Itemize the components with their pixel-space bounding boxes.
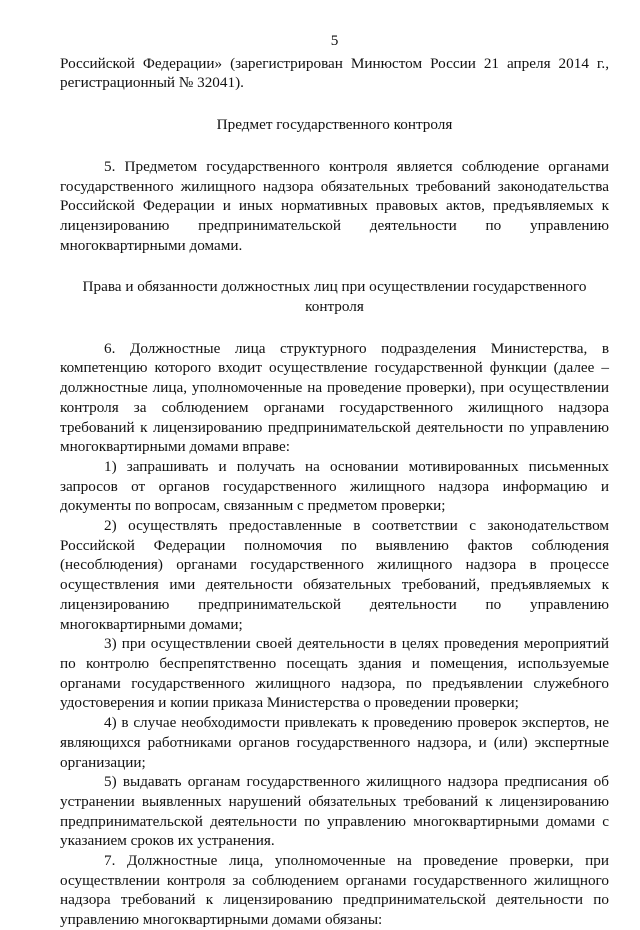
list-item-3: 3) при осуществлении своей деятельности в целях проведения мероприятий по контролю беспрепятственно посещать здания и помещения, используемые органами государственного жилищного надзора, по предъявлении служебного удостоверения и копии приказа Министерства о проведении проверки; bbox=[60, 635, 609, 712]
page-number: 5 bbox=[330, 32, 339, 49]
list-item-4: 4) в случае необходимости привлекать к проведению проверок экспертов, не являющихся работниками органов государственного надзора, и (или) экспертные организации; bbox=[60, 714, 609, 771]
section-heading-subject: Предмет государственного контроля bbox=[216, 116, 453, 134]
document-page bbox=[60, 31, 609, 930]
section-heading-rights: Права и обязанности должностных лиц при осуществлении государственного контроля bbox=[82, 278, 587, 316]
list-item-1: 1) запрашивать и получать на основании мотивированных письменных запросов от органов государственного жилищного надзора информацию и документы по вопросам, связанным с предметом проверки; bbox=[60, 457, 609, 515]
paragraph-5: 5. Предметом государственного контроля является соблюдение органами государственного жилищного надзора обязательных требований законодательства Российской Федерации и иных нормативных правовых актов, предъявляемых к лицензированию предпринимательской деятельности по управлению многоквартирными домами. bbox=[60, 157, 609, 254]
paragraph-7: 7. Должностные лица, уполномоченные на проведение проверки, при осуществлении контроля за соблюдением органами государственного жилищного надзора требований к лицензированию предпринимательской деятельности по управлению многоквартирными домами обязаны: bbox=[60, 852, 609, 929]
paragraph-6: 6. Должностные лица структурного подразделения Министерства, в компетенцию которого входит осуществление государственной функции (далее – должностные лица, уполномоченные на проведение проверки), при осуществлении контроля за соблюдением органами государственного жилищного надзора требований к лицензированию предпринимательской деятельности по управлению многоквартирными домами вправе: bbox=[60, 339, 609, 456]
continuation-paragraph: Российской Федерации» (зарегистрирован Минюстом России 21 апреля 2014 г., регистрационный № 32041). bbox=[60, 54, 609, 92]
list-item-2: 2) осуществлять предоставленные в соответствии с законодательством Российской Федерации полномочия по выявлению фактов соблюдения (несоблюдения) органами государственного жилищного надзора в процессе осуществления ими деятельности обязательных требований, предъявляемых к лицензированию предпринимательской деятельности по управлению многоквартирными домами; bbox=[60, 517, 609, 633]
list-item-5: 5) выдавать органам государственного жилищного надзора предписания об устранении выявленных нарушений обязательных требований к лицензированию предпринимательской деятельности по управлению многоквартирными домами с указанием сроков их устранения. bbox=[60, 773, 609, 850]
